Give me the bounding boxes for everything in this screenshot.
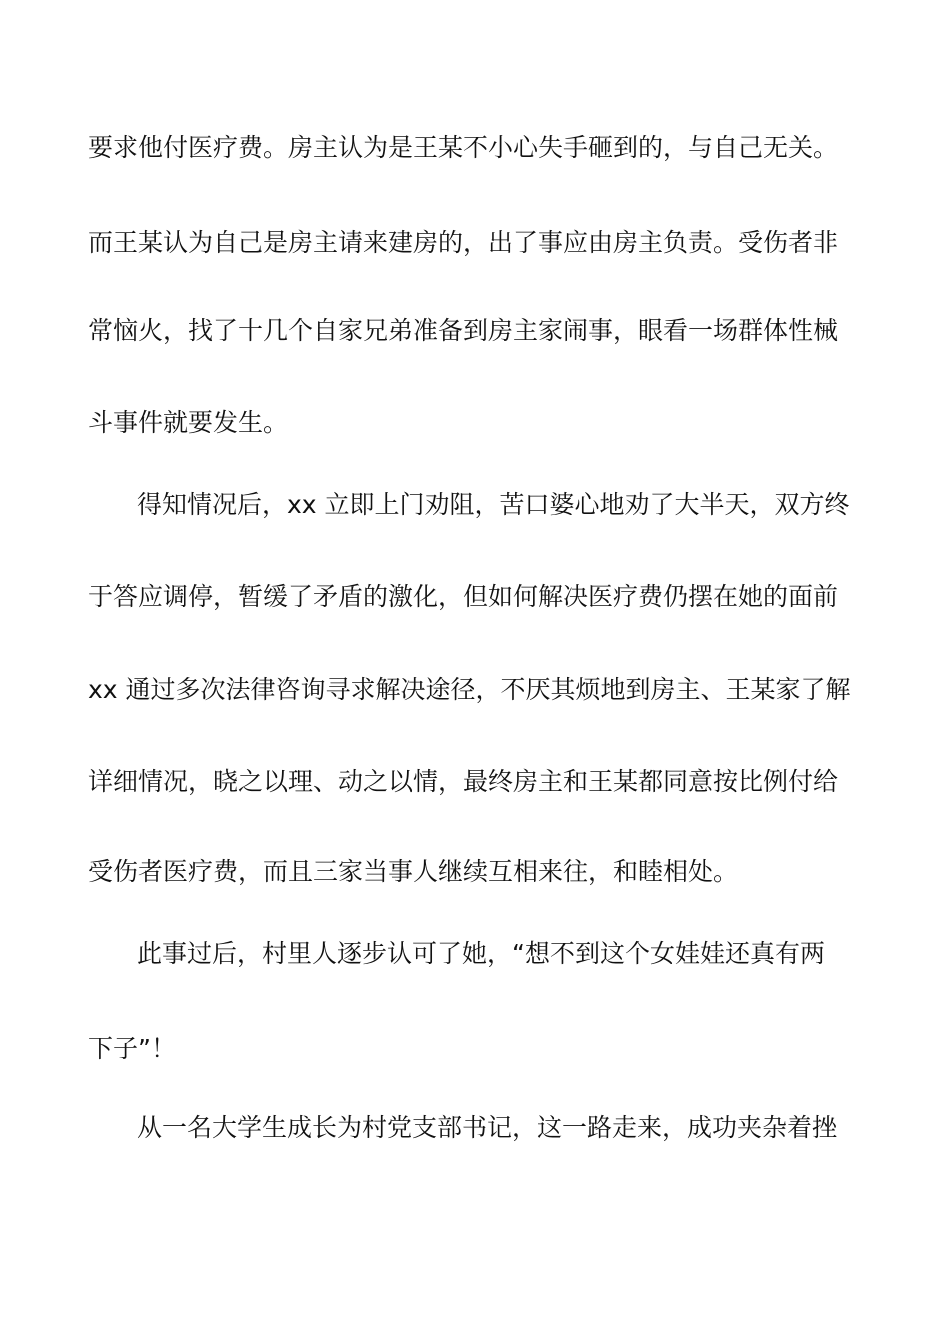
text-line-3: 常恼火，找了十几个自家兄弟准备到房主家闹事，眼看一场群体性械 (88, 316, 839, 345)
text-line-5: 得知情况后，xx 立即上门劝阻，苦口婆心地劝了大半天，双方终 (137, 490, 850, 519)
text-line-11: 下子”！ (88, 1034, 176, 1063)
text-line-2: 而王某认为自己是房主请来建房的，出了事应由房主负责。受伤者非 (88, 228, 839, 257)
text-line-4: 斗事件就要发生。 (88, 408, 289, 437)
text-line-10: 此事过后，村里人逐步认可了她，“想不到这个女娃娃还真有两 (137, 939, 825, 968)
text-line-7: xx 通过多次法律咨询寻求解决途径，不厌其烦地到房主、王某家了解 (88, 675, 851, 704)
text-line-9: 受伤者医疗费，而且三家当事人继续互相来往，和睦相处。 (88, 857, 739, 886)
text-line-12: 从一名大学生成长为村党支部书记，这一路走来，成功夹杂着挫 (137, 1113, 838, 1142)
text-line-8: 详细情况，晓之以理、动之以情，最终房主和王某都同意按比例付给 (88, 767, 839, 796)
text-line-6: 于答应调停，暂缓了矛盾的激化，但如何解决医疗费仍摆在她的面前 (88, 582, 839, 611)
text-line-1: 要求他付医疗费。房主认为是王某不小心失手砸到的，与自己无关。 (88, 133, 839, 162)
